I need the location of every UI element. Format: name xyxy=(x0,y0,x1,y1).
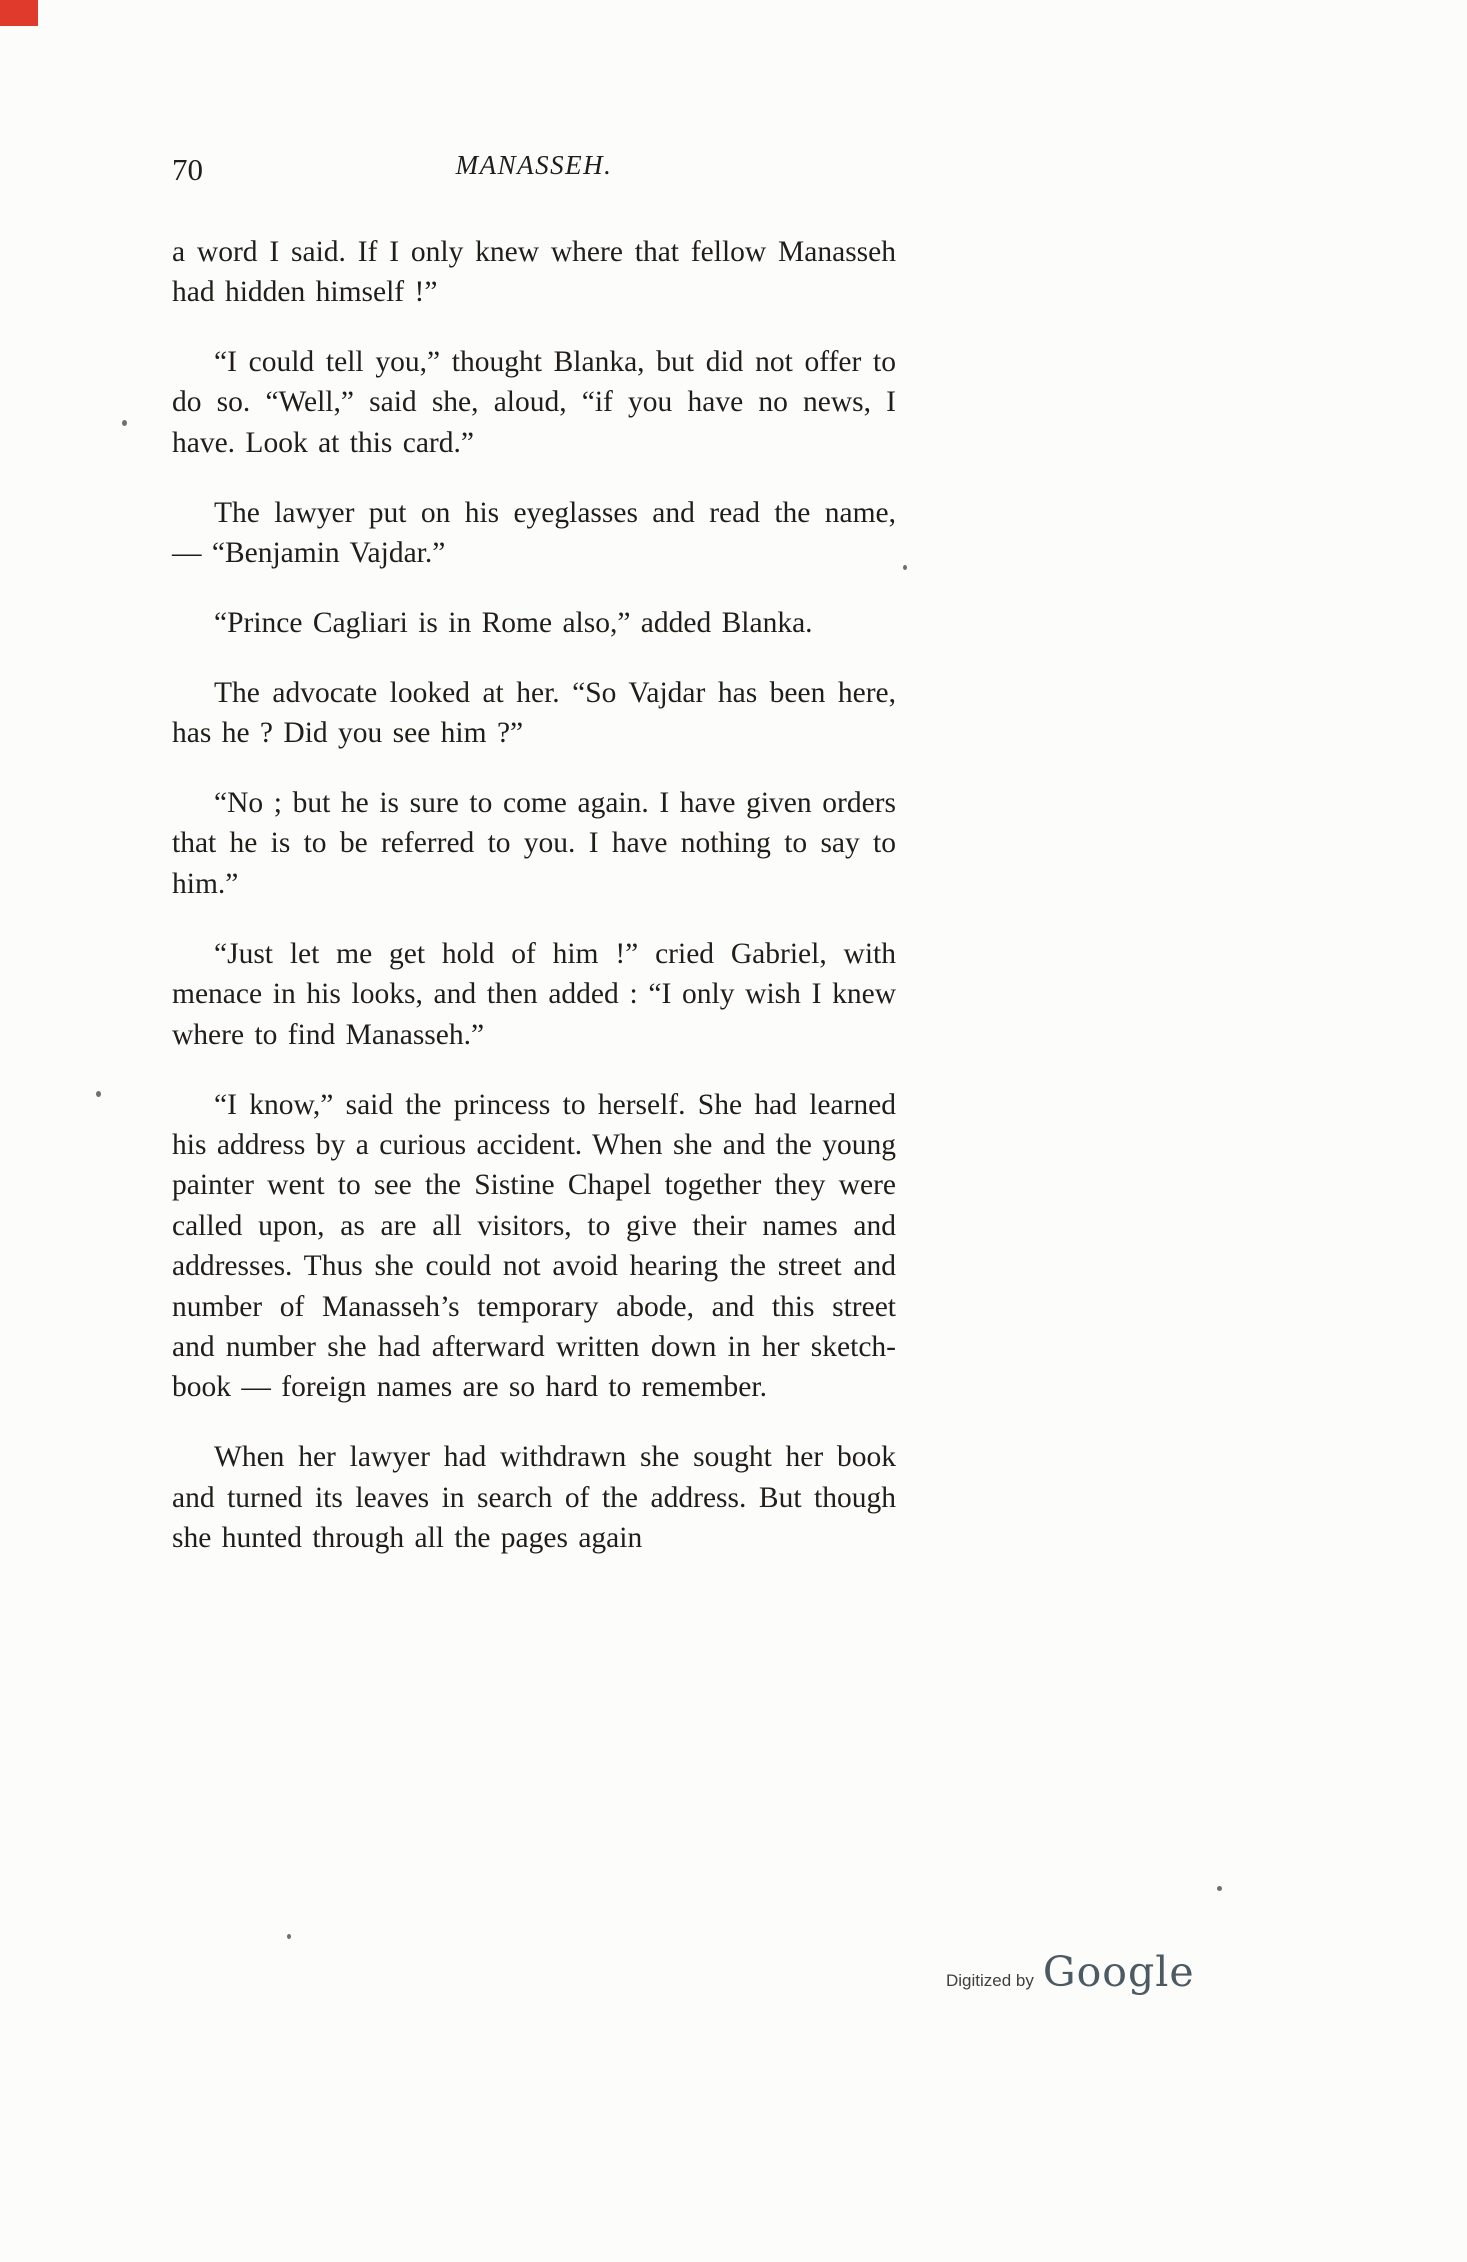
scan-speck xyxy=(903,565,907,570)
page-header xyxy=(172,150,896,202)
paragraph-8: “I know,” said the princess to herself. She had learned his address by a curious accident. When she and the young painter went to see the Sistine Chapel together they were called upon, as are all visitors, to give their names and addresses. Thus she could not avoid hearing the street and number of Manasseh’s temporary abode, and this street and number she had afterward written down in her sketch-book — foreign names are so hard to remember. xyxy=(172,1088,896,1404)
digitized-stamp xyxy=(946,1948,1195,1996)
paragraph-2: “I could tell you,” thought Blanka, but did not offer to do so. “Well,” said she, aloud, “if you have no news, I have. Look at this card.” xyxy=(172,345,896,459)
paragraph-7: “Just let me get hold of him !” cried Gabriel, with menace in his looks, and then added : “I only wish I knew where to find Manasseh.” xyxy=(172,937,896,1051)
running-header: MANASSEH. xyxy=(455,150,613,180)
scan-edge-mark xyxy=(0,0,38,26)
scan-speck xyxy=(96,1091,101,1097)
page-content xyxy=(172,150,896,1588)
scan-speck xyxy=(287,1934,291,1939)
paragraph-6: “No ; but he is sure to come again. I have given orders that he is to be referred to you. I have nothing to say to him.” xyxy=(172,787,896,900)
body-text xyxy=(172,232,896,1559)
page-number: 70 xyxy=(172,152,203,187)
paragraph-4: “Prince Cagliari is in Rome also,” added Blanka. xyxy=(214,606,813,639)
paragraph-1: a word I said. If I only knew where that fellow Manasseh had hidden himself !” xyxy=(172,235,896,308)
paragraph-9: When her lawyer had withdrawn she sought her book and turned its leaves in search of the address. But though she hunted through all the pages again xyxy=(172,1441,896,1555)
paragraph-5: The advocate looked at her. “So Vajdar has been here, has he ? Did you see him ?” xyxy=(172,676,896,750)
scan-speck xyxy=(122,420,127,426)
google-logo: Google xyxy=(1042,1948,1195,1996)
digitized-by-label: Digitized by xyxy=(946,1971,1034,1990)
scan-speck xyxy=(1217,1886,1222,1891)
paragraph-3: The lawyer put on his eyeglasses and read the name, — “Benjamin Vajdar.” xyxy=(172,496,896,569)
